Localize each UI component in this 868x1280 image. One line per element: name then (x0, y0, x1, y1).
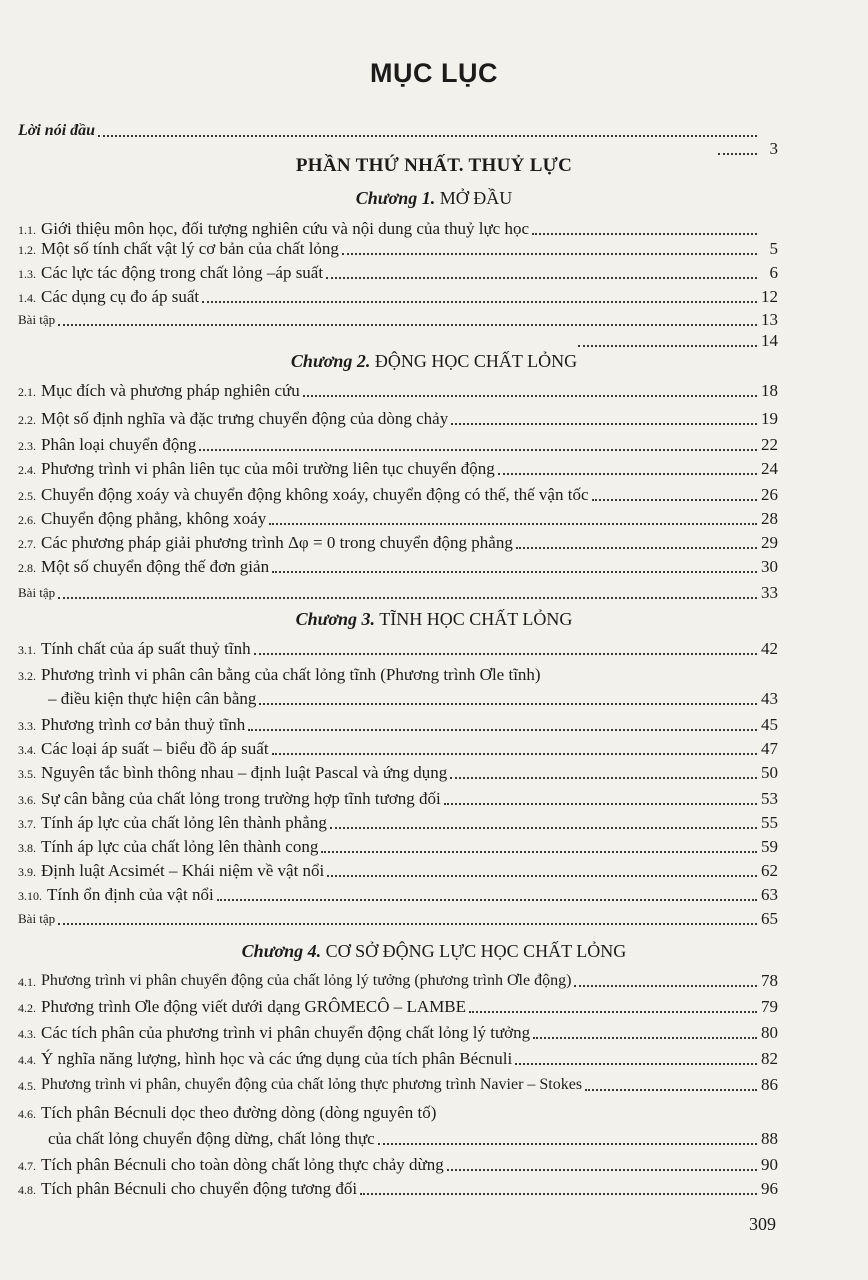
entry-page: 78 (761, 971, 778, 990)
leader-dots (58, 324, 757, 326)
toc-entry (18, 532, 778, 554)
entry-text: Phương trình cơ bản thuỷ tĩnh (41, 715, 246, 734)
entry-text: Tích phân Bécnuli cho chuyển động tương đối (41, 1179, 358, 1198)
toc-entry (18, 1022, 778, 1044)
chapter-name: CƠ SỞ ĐỘNG LỰC HỌC CHẤT LỎNG (325, 941, 627, 961)
entry-page: 22 (761, 435, 778, 454)
entry-page: 12 (761, 287, 778, 306)
toc-entry (18, 218, 778, 240)
entry-number: 1.3. (18, 267, 36, 281)
entry-text: Ý nghĩa năng lượng, hình học và các ứng dụng của tích phân Bécnuli (41, 1049, 513, 1068)
entry-text: Phương trình vi phân cân bằng của chất lỏng tĩnh (Phương trình Ơle tĩnh) (41, 665, 541, 684)
entry-number: 2.3. (18, 439, 36, 453)
entry-number: 2.2. (18, 413, 36, 427)
leader-dots (378, 1143, 757, 1145)
leader-dots (327, 875, 757, 877)
leader-dots (342, 253, 757, 255)
entry-page: 42 (761, 639, 778, 658)
entry-page: 13 (761, 310, 778, 329)
toc-entry (18, 238, 778, 260)
leader-dots (303, 395, 757, 397)
entry-page: 62 (761, 861, 778, 880)
entry-number: 4.5. (18, 1079, 36, 1093)
entry-page: 50 (761, 763, 778, 782)
leader-dots (469, 1011, 757, 1013)
entry-number: 2.8. (18, 561, 36, 575)
toc-entry (18, 556, 778, 578)
toc-entry (18, 508, 778, 530)
entry-page: 82 (761, 1049, 778, 1068)
leader-dots (451, 423, 757, 425)
entry-page: 79 (761, 997, 778, 1016)
entry-page: 90 (761, 1155, 778, 1174)
leader-dots (515, 1063, 757, 1065)
entry-text: Các dụng cụ đo áp suất (41, 287, 200, 306)
entry-text: Phương trình vi phân chuyển động của chất lỏng lý tưởng (phương trình Ơle động) (41, 972, 572, 989)
entry-number: 4.7. (18, 1159, 36, 1173)
entry-number: 3.9. (18, 865, 36, 879)
entry-page: 26 (761, 485, 778, 504)
toc-entry (18, 788, 778, 810)
leader-dots (574, 985, 757, 987)
part-title: PHẦN THỨ NHẤT. THUỶ LỰC (295, 155, 573, 176)
toc-entry (18, 762, 778, 784)
entry-number: 2.5. (18, 489, 36, 503)
entry-text: – điều kiện thực hiện cân bằng (48, 689, 257, 708)
leader-dots (272, 571, 757, 573)
entry-text: Các tích phân của phương trình vi phân chuyển động chất lỏng lý tưởng (41, 1023, 531, 1042)
entry-page: 14 (761, 331, 778, 350)
toc-entry (18, 262, 778, 284)
entry-page: 30 (761, 557, 778, 576)
entry-page: 65 (761, 909, 778, 928)
entry-number: 3.7. (18, 817, 36, 831)
chapter-name: ĐỘNG HỌC CHẤT LỎNG (374, 351, 578, 371)
entry-page: 19 (761, 409, 778, 428)
leader-dots (498, 473, 757, 475)
toc-entry (18, 812, 778, 834)
entry-text: Tích phân Bécnuli dọc theo đường dòng (dòng nguyên tố) (41, 1103, 437, 1122)
entry-text: Chuyển động phẳng, không xoáy (41, 509, 267, 528)
entry-text: Phương trình vi phân, chuyển động của chất lỏng thực phương trình Navier – Stokes (41, 1076, 583, 1093)
entry-text: Nguyên tắc bình thông nhau – định luật Pascal và ứng dụng (41, 763, 448, 782)
entry-text: Các lực tác động trong chất lỏng –áp suất (41, 263, 324, 282)
entry-text: Tính áp lực của chất lỏng lên thành phẳng (41, 813, 327, 832)
entry-page: 24 (761, 459, 778, 478)
entry-number: 2.6. (18, 513, 36, 527)
leader-dots (578, 345, 757, 347)
toc-entry (18, 380, 778, 402)
entry-number: 3.6. (18, 793, 36, 807)
entry-text: Một số tính chất vật lý cơ bản của chất lỏng (41, 239, 339, 258)
entry-number: 1.1. (18, 223, 36, 237)
entry-page: 59 (761, 837, 778, 856)
entry-text: Mục đích và phương pháp nghiên cứu (41, 381, 300, 400)
toc-entry (18, 996, 778, 1018)
leader-dots (58, 597, 757, 599)
entry-page: 63 (761, 885, 778, 904)
entry-page: 3 (769, 139, 778, 158)
chapter-heading-1 (0, 187, 868, 209)
leader-dots (321, 851, 757, 853)
leader-dots (248, 729, 757, 731)
toc-entry (18, 908, 778, 930)
entry-number: 4.8. (18, 1183, 36, 1197)
entry-number: 4.6. (18, 1107, 36, 1121)
leader-dots (330, 827, 757, 829)
chapter-label: Chương 1. (355, 188, 436, 208)
leader-dots (447, 1169, 757, 1171)
entry-text: Bài tập (18, 911, 56, 926)
entry-number: 3.10. (18, 889, 42, 903)
entry-number: 2.1. (18, 385, 36, 399)
leader-dots (592, 499, 758, 501)
entry-number: 3.5. (18, 767, 36, 781)
entry-page: 28 (761, 509, 778, 528)
chapter-label: Chương 3. (295, 609, 376, 629)
entry-page: 86 (761, 1075, 778, 1094)
entry-number: 1.2. (18, 243, 36, 257)
entry-number: 2.7. (18, 537, 36, 551)
leader-dots (533, 1037, 757, 1039)
page-title: MỤC LỤC (370, 58, 498, 88)
entry-page: 47 (761, 739, 778, 758)
entry-page: 18 (761, 381, 778, 400)
toc-entry (18, 970, 778, 992)
entry-text: Phương trình vi phân liên tục của môi trường liên tục chuyển động (41, 459, 495, 478)
entry-text: của chất lỏng chuyển động dừng, chất lỏng thực (48, 1129, 375, 1148)
entry-number: 3.2. (18, 669, 36, 683)
entry-number: 3.4. (18, 743, 36, 757)
leader-dots (58, 923, 757, 925)
toc-entry (18, 484, 778, 506)
toc-entry (18, 582, 778, 604)
toc-entry (18, 1102, 778, 1124)
leader-dots (199, 449, 757, 451)
entry-page: 33 (761, 583, 778, 602)
toc-entry (18, 309, 778, 331)
toc-entry (18, 714, 778, 736)
leader-dots (259, 703, 757, 705)
entry-text: Các loại áp suất – biểu đồ áp suất (41, 739, 269, 758)
entry-number: 4.2. (18, 1001, 36, 1015)
entry-number: 3.3. (18, 719, 36, 733)
entry-text: Bài tập (18, 312, 56, 327)
toc-entry-continued (48, 1128, 778, 1150)
entry-text: Phương trình Ơle động viết dưới dạng GRÔMECÔ – LAMBE (41, 997, 467, 1016)
leader-dots (326, 277, 757, 279)
toc-entry (18, 664, 778, 686)
toc-entry (18, 1178, 778, 1200)
entry-number: 1.4. (18, 291, 36, 305)
chapter-heading-3 (0, 608, 868, 630)
entry-text: Giới thiệu môn học, đối tượng nghiên cứu và nội dung của thuỷ lực học (41, 219, 530, 238)
entry-page: 5 (769, 239, 778, 258)
entry-text: Tích phân Bécnuli cho toàn dòng chất lỏng thực chảy dừng (41, 1155, 444, 1174)
entry-text: Phân loại chuyển động (41, 435, 197, 454)
toc-entry (18, 1048, 778, 1070)
toc-entry (18, 408, 778, 430)
entry-page: 6 (769, 263, 778, 282)
toc-entry (18, 1074, 778, 1096)
chapter-name: MỞ ĐẦU (439, 188, 513, 208)
toc-entry (18, 860, 778, 882)
chapter-name: TĨNH HỌC CHẤT LỎNG (379, 609, 573, 629)
leader-dots (360, 1193, 757, 1195)
entry-text: Tính ổn định của vật nổi (47, 885, 214, 904)
leader-dots (450, 777, 757, 779)
entry-page: 45 (761, 715, 778, 734)
entry-number: 2.4. (18, 463, 36, 477)
entry-text: Tính áp lực của chất lỏng lên thành cong (41, 837, 319, 856)
entry-text: Sự cân bằng của chất lỏng trong trường hợp tĩnh tương đối (41, 789, 441, 808)
entry-page: 55 (761, 813, 778, 832)
toc-entry (18, 458, 778, 480)
toc-entry (18, 434, 778, 456)
entry-text: Định luật Acsimét – Khái niệm về vật nổi (41, 861, 325, 880)
toc-entry (18, 1154, 778, 1176)
entry-page: 88 (761, 1129, 778, 1148)
toc-entry (18, 884, 778, 906)
entry-number: 4.3. (18, 1027, 36, 1041)
entry-page: 96 (761, 1179, 778, 1198)
leader-dots (585, 1089, 757, 1091)
entry-text: Một số định nghĩa và đặc trưng chuyển động của dòng chảy (41, 409, 449, 428)
entry-text: Chuyển động xoáy và chuyển động không xoáy, chuyển động có thế, thế vận tốc (41, 485, 589, 504)
toc-entry (18, 286, 778, 308)
entry-text: Một số chuyển động thế đơn giản (41, 557, 270, 576)
entry-page: 53 (761, 789, 778, 808)
leader-dots (217, 899, 757, 901)
entry-page: 29 (761, 533, 778, 552)
toc-entry (18, 836, 778, 858)
entry-number: 3.1. (18, 643, 36, 657)
entry-number: 3.8. (18, 841, 36, 855)
chapter-label: Chương 4. (241, 941, 322, 961)
leader-dots (254, 653, 757, 655)
leader-dots (98, 135, 757, 137)
toc-entry (18, 330, 778, 352)
entry-number: 4.1. (18, 975, 36, 989)
entry-text: Bài tập (18, 585, 56, 600)
chapter-label: Chương 2. (290, 351, 371, 371)
entry-page: 80 (761, 1023, 778, 1042)
entry-text: Lời nói đầu (18, 122, 96, 139)
leader-dots (444, 803, 757, 805)
leader-dots (269, 523, 757, 525)
page-number: 309 (749, 1214, 776, 1234)
toc-entry (18, 738, 778, 760)
chapter-heading-2 (0, 350, 868, 372)
entry-number: 4.4. (18, 1053, 36, 1067)
entry-text: Tính chất của áp suất thuỷ tĩnh (41, 639, 251, 658)
leader-dots (202, 301, 757, 303)
leader-dots (516, 547, 757, 549)
entry-page: 43 (761, 689, 778, 708)
chapter-heading-4 (0, 940, 868, 962)
leader-dots (272, 753, 757, 755)
toc-entry (18, 638, 778, 660)
entry-text: Các phương pháp giải phương trình Δφ = 0 trong chuyển động phẳng (41, 533, 513, 552)
toc-entry-continued (48, 688, 778, 710)
leader-dots (532, 233, 757, 235)
